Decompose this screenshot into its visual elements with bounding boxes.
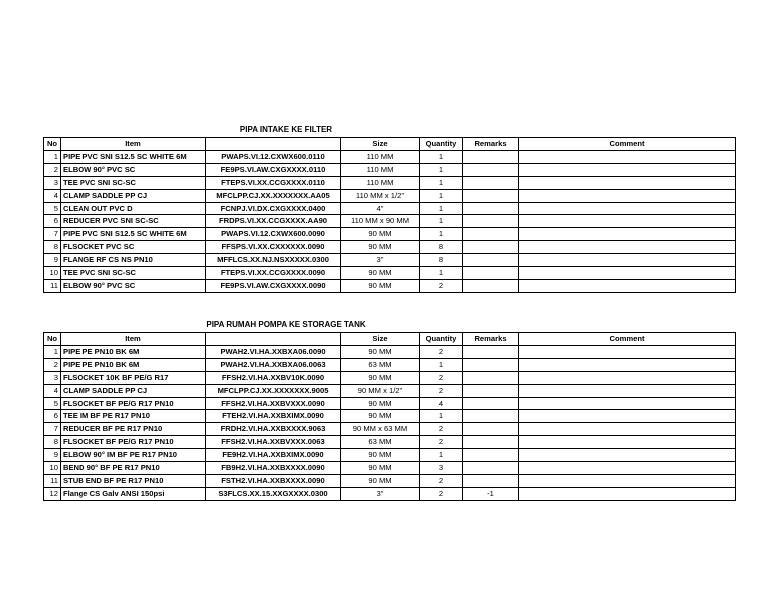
cell-item: REDUCER PVC SNI SC-SC (61, 215, 206, 228)
cell-item: BEND 90° BF PE R17 PN10 (61, 462, 206, 475)
cell-size: 110 MM (341, 150, 420, 163)
cell-quantity: 2 (420, 436, 463, 449)
cell-item: ELBOW 90° IM BF PE R17 PN10 (61, 449, 206, 462)
cell-comment (519, 267, 736, 280)
table-header-row (44, 333, 736, 346)
cell-no: 2 (44, 358, 61, 371)
cell-item: CLEAN OUT PVC D (61, 202, 206, 215)
cell-remarks (463, 228, 519, 241)
cell-code: FCNPJ.VI.DX.CXGXXXX.0400 (206, 202, 341, 215)
cell-size: 63 MM (341, 436, 420, 449)
table-row (44, 215, 736, 228)
cell-remarks (463, 345, 519, 358)
table-row (44, 436, 736, 449)
cell-comment (519, 254, 736, 267)
cell-quantity: 8 (420, 254, 463, 267)
cell-item: FLSOCKET BF PE/G R17 PN10 (61, 436, 206, 449)
cell-quantity: 3 (420, 462, 463, 475)
cell-no: 7 (44, 423, 61, 436)
cell-code: FTEH2.VI.HA.XXBXIMX.0090 (206, 410, 341, 423)
cell-quantity: 1 (420, 358, 463, 371)
cell-item: Flange CS Galv ANSI 150psi (61, 487, 206, 500)
cell-comment (519, 423, 736, 436)
cell-quantity: 1 (420, 410, 463, 423)
cell-no: 10 (44, 267, 61, 280)
cell-comment (519, 279, 736, 292)
cell-no: 8 (44, 436, 61, 449)
cell-no: 3 (44, 176, 61, 189)
col-header-item: Item (61, 333, 206, 346)
cell-code: FFSH2.VI.HA.XXBV10K.0090 (206, 371, 341, 384)
table-row (44, 202, 736, 215)
col-header-size: Size (341, 333, 420, 346)
col-header-code (206, 333, 341, 346)
cell-item: CLAMP SADDLE PP CJ (61, 189, 206, 202)
cell-code: MFFLCS.XX.NJ.NSXXXXX.0300 (206, 254, 341, 267)
cell-no: 11 (44, 474, 61, 487)
cell-size: 110 MM (341, 176, 420, 189)
cell-remarks (463, 163, 519, 176)
intake-table (43, 137, 736, 293)
cell-item: STUB END BF PE R17 PN10 (61, 474, 206, 487)
table-row (44, 279, 736, 292)
cell-size: 90 MM x 1/2" (341, 384, 420, 397)
table-row (44, 176, 736, 189)
cell-comment (519, 462, 736, 475)
cell-item: PIPE PE PN10 BK 6M (61, 345, 206, 358)
cell-item: PIPE PE PN10 BK 6M (61, 358, 206, 371)
cell-remarks (463, 150, 519, 163)
cell-code: PWAPS.VI.12.CXWX600.0110 (206, 150, 341, 163)
col-header-remarks: Remarks (463, 333, 519, 346)
cell-size: 3" (341, 254, 420, 267)
cell-quantity: 2 (420, 345, 463, 358)
cell-remarks (463, 189, 519, 202)
cell-comment (519, 345, 736, 358)
cell-code: FFSH2.VI.HA.XXBVXXX.0063 (206, 436, 341, 449)
cell-comment (519, 241, 736, 254)
cell-quantity: 2 (420, 279, 463, 292)
table-row (44, 189, 736, 202)
table-row (44, 384, 736, 397)
cell-comment (519, 449, 736, 462)
cell-size: 90 MM (341, 228, 420, 241)
table-row (44, 487, 736, 500)
cell-remarks (463, 436, 519, 449)
cell-code: FB9H2.VI.HA.XXBXXXX.0090 (206, 462, 341, 475)
section-title-intake: PIPA INTAKE KE FILTER (239, 125, 333, 134)
cell-no: 2 (44, 163, 61, 176)
cell-size: 63 MM (341, 358, 420, 371)
cell-comment (519, 371, 736, 384)
cell-size: 90 MM (341, 371, 420, 384)
cell-code: FE9PS.VI.AW.CXGXXXX.0110 (206, 163, 341, 176)
cell-remarks (463, 423, 519, 436)
cell-comment (519, 150, 736, 163)
table-row (44, 345, 736, 358)
cell-comment (519, 384, 736, 397)
cell-remarks (463, 410, 519, 423)
col-header-comment: Comment (519, 138, 736, 151)
cell-code: MFCLPP.CJ.XX.XXXXXXX.9005 (206, 384, 341, 397)
cell-code: FSTH2.VI.HA.XXBXXXX.0090 (206, 474, 341, 487)
cell-size: 110 MM (341, 163, 420, 176)
cell-quantity: 1 (420, 189, 463, 202)
cell-no: 1 (44, 345, 61, 358)
cell-item: ELBOW 90° PVC SC (61, 163, 206, 176)
cell-size: 110 MM x 1/2" (341, 189, 420, 202)
cell-size: 4" (341, 202, 420, 215)
cell-size: 90 MM (341, 267, 420, 280)
cell-comment (519, 410, 736, 423)
cell-quantity: 2 (420, 384, 463, 397)
table-row (44, 358, 736, 371)
cell-code: FRDPS.VI.XX.CCGXXXX.AA90 (206, 215, 341, 228)
cell-remarks (463, 267, 519, 280)
table-row (44, 267, 736, 280)
cell-code: MFCLPP.CJ.XX.XXXXXXX.AA05 (206, 189, 341, 202)
cell-code: FFSH2.VI.HA.XXBVXXX.0090 (206, 397, 341, 410)
cell-quantity: 1 (420, 215, 463, 228)
cell-quantity: 1 (420, 202, 463, 215)
cell-size: 90 MM (341, 279, 420, 292)
cell-size: 90 MM (341, 241, 420, 254)
table-row (44, 150, 736, 163)
cell-quantity: 2 (420, 474, 463, 487)
col-header-code (206, 138, 341, 151)
cell-item: FLSOCKET PVC SC (61, 241, 206, 254)
cell-code: FE9PS.VI.AW.CXGXXXX.0090 (206, 279, 341, 292)
cell-item: FLSOCKET 10K BF PE/G R17 (61, 371, 206, 384)
cell-no: 6 (44, 410, 61, 423)
cell-remarks (463, 254, 519, 267)
pump-table (43, 332, 736, 501)
cell-no: 6 (44, 215, 61, 228)
table-row (44, 241, 736, 254)
col-header-remarks: Remarks (463, 138, 519, 151)
cell-size: 3" (341, 487, 420, 500)
cell-item: TEE IM BF PE R17 PN10 (61, 410, 206, 423)
cell-no: 4 (44, 189, 61, 202)
cell-code: FTEPS.VI.XX.CCGXXXX.0110 (206, 176, 341, 189)
cell-comment (519, 436, 736, 449)
cell-code: FRDH2.VI.HA.XXBXXXX.9063 (206, 423, 341, 436)
col-header-comment: Comment (519, 333, 736, 346)
cell-remarks (463, 202, 519, 215)
cell-item: TEE PVC SNI SC-SC (61, 267, 206, 280)
table-header-row (44, 138, 736, 151)
cell-quantity: 2 (420, 371, 463, 384)
cell-remarks (463, 358, 519, 371)
cell-size: 90 MM (341, 474, 420, 487)
cell-code: FE9H2.VI.HA.XXBXIMX.0090 (206, 449, 341, 462)
col-header-quantity: Quantity (420, 138, 463, 151)
cell-comment (519, 189, 736, 202)
cell-code: PWAH2.VI.HA.XXBXA06.0090 (206, 345, 341, 358)
cell-no: 9 (44, 254, 61, 267)
cell-no: 4 (44, 384, 61, 397)
cell-size: 90 MM x 63 MM (341, 423, 420, 436)
cell-remarks (463, 462, 519, 475)
cell-quantity: 1 (420, 267, 463, 280)
cell-item: FLANGE RF CS NS PN10 (61, 254, 206, 267)
section-title-pump: PIPA RUMAH POMPA KE STORAGE TANK (206, 320, 366, 329)
cell-remarks (463, 215, 519, 228)
cell-code: PWAPS.VI.12.CXWX600.0090 (206, 228, 341, 241)
table-row (44, 228, 736, 241)
cell-quantity: 1 (420, 449, 463, 462)
cell-quantity: 1 (420, 228, 463, 241)
cell-no: 3 (44, 371, 61, 384)
cell-no: 12 (44, 487, 61, 500)
cell-remarks (463, 384, 519, 397)
cell-item: FLSOCKET BF PE/G R17 PN10 (61, 397, 206, 410)
cell-size: 90 MM (341, 410, 420, 423)
cell-code: FFSPS.VI.XX.CXXXXXX.0090 (206, 241, 341, 254)
cell-comment (519, 358, 736, 371)
cell-comment (519, 202, 736, 215)
cell-no: 5 (44, 397, 61, 410)
cell-remarks (463, 176, 519, 189)
cell-comment (519, 215, 736, 228)
cell-item: ELBOW 90° PVC SC (61, 279, 206, 292)
cell-item: PIPE PVC SNI S12.5 SC WHITE 6M (61, 228, 206, 241)
cell-quantity: 2 (420, 423, 463, 436)
cell-no: 11 (44, 279, 61, 292)
cell-quantity: 1 (420, 163, 463, 176)
cell-item: CLAMP SADDLE PP CJ (61, 384, 206, 397)
table-row (44, 449, 736, 462)
table-row (44, 423, 736, 436)
cell-quantity: 1 (420, 176, 463, 189)
cell-comment (519, 397, 736, 410)
cell-quantity: 4 (420, 397, 463, 410)
cell-size: 90 MM (341, 462, 420, 475)
cell-comment (519, 474, 736, 487)
cell-no: 8 (44, 241, 61, 254)
cell-comment (519, 176, 736, 189)
cell-remarks (463, 371, 519, 384)
col-header-item: Item (61, 138, 206, 151)
col-header-size: Size (341, 138, 420, 151)
col-header-no: No (44, 333, 61, 346)
table-row (44, 462, 736, 475)
cell-remarks (463, 397, 519, 410)
cell-code: FTEPS.VI.XX.CCGXXXX.0090 (206, 267, 341, 280)
cell-size: 90 MM (341, 397, 420, 410)
cell-code: S3FLCS.XX.15.XXGXXXX.0300 (206, 487, 341, 500)
cell-no: 5 (44, 202, 61, 215)
table-row (44, 163, 736, 176)
cell-quantity: 1 (420, 150, 463, 163)
cell-remarks (463, 474, 519, 487)
cell-code: PWAH2.VI.HA.XXBXA06.0063 (206, 358, 341, 371)
table-row (44, 410, 736, 423)
cell-item: PIPE PVC SNI S12.5 SC WHITE 6M (61, 150, 206, 163)
cell-comment (519, 163, 736, 176)
cell-comment (519, 487, 736, 500)
table-row (44, 397, 736, 410)
cell-size: 110 MM x 90 MM (341, 215, 420, 228)
cell-size: 90 MM (341, 345, 420, 358)
cell-no: 7 (44, 228, 61, 241)
table-row (44, 474, 736, 487)
cell-no: 9 (44, 449, 61, 462)
cell-comment (519, 228, 736, 241)
table-row (44, 371, 736, 384)
cell-remarks (463, 241, 519, 254)
cell-no: 1 (44, 150, 61, 163)
cell-quantity: 8 (420, 241, 463, 254)
col-header-no: No (44, 138, 61, 151)
cell-no: 10 (44, 462, 61, 475)
col-header-quantity: Quantity (420, 333, 463, 346)
cell-remarks: -1 (463, 487, 519, 500)
cell-quantity: 2 (420, 487, 463, 500)
cell-item: TEE PVC SNI SC-SC (61, 176, 206, 189)
table-row (44, 254, 736, 267)
cell-remarks (463, 449, 519, 462)
cell-size: 90 MM (341, 449, 420, 462)
cell-item: REDUCER BF PE R17 PN10 (61, 423, 206, 436)
cell-remarks (463, 279, 519, 292)
